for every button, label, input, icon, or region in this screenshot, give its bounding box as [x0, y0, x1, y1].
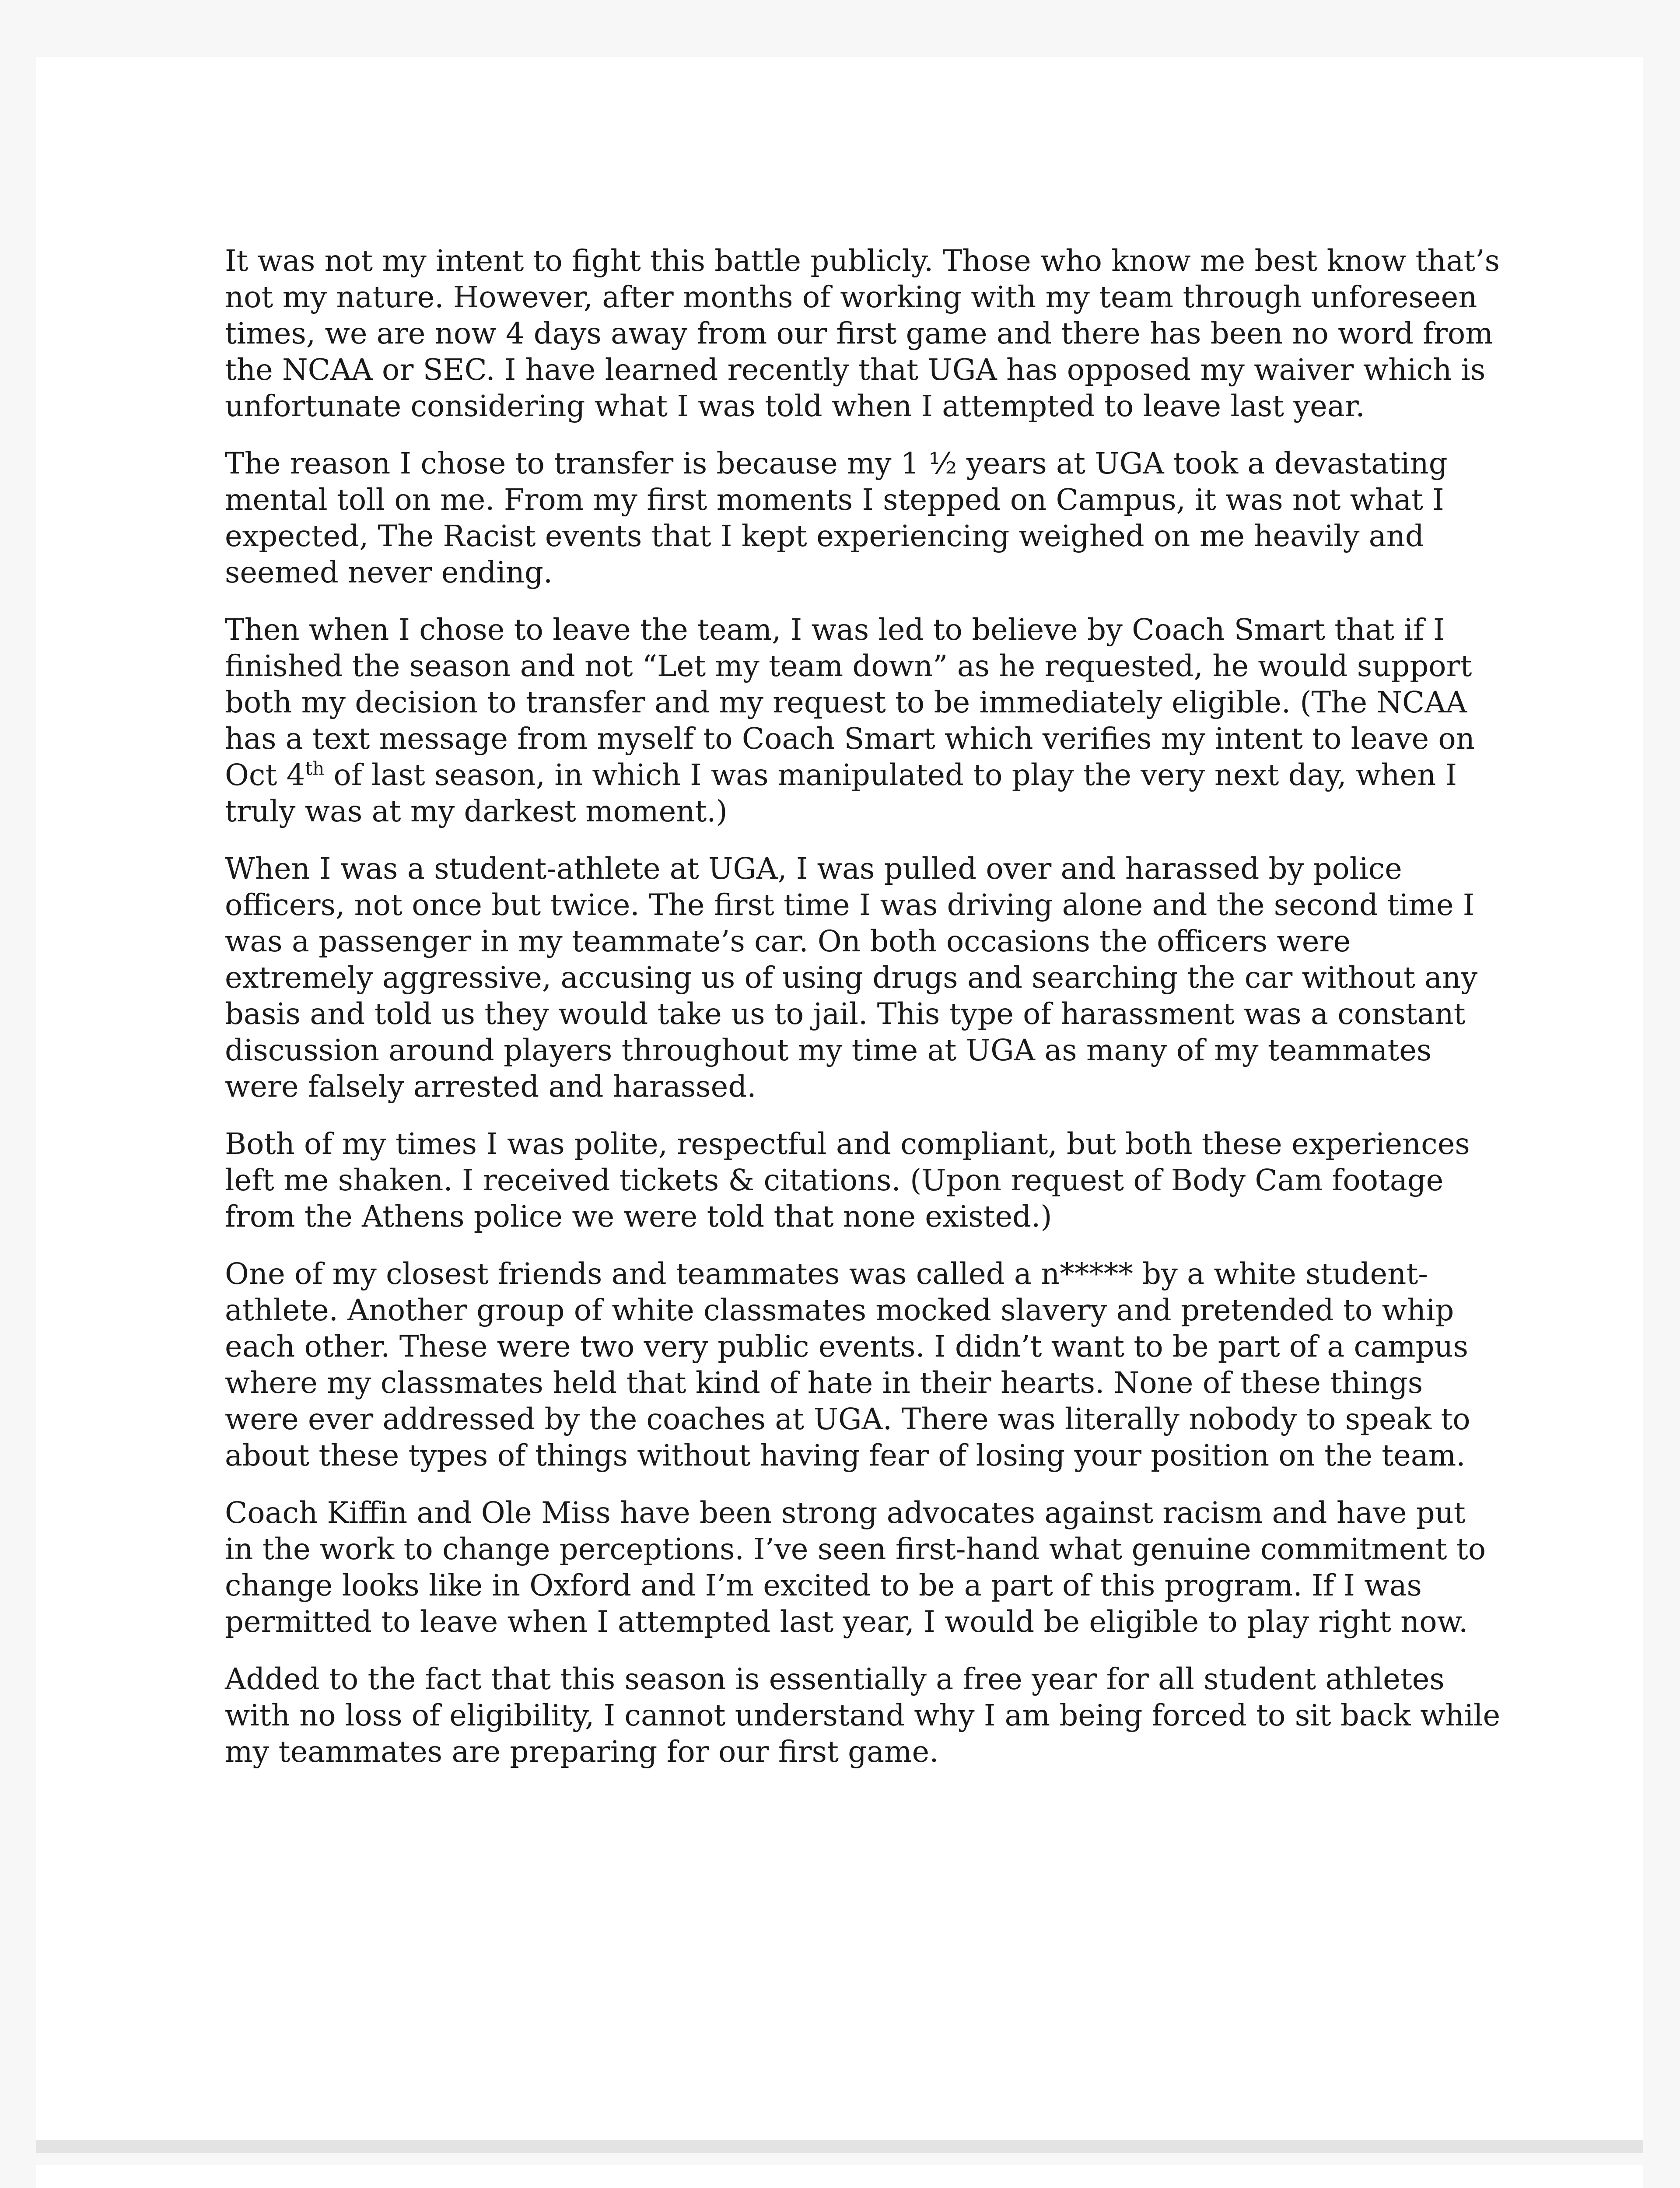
- paragraph-coach-smart-text-b: of last season, in which I was manipulated to play the very next day, when I truly was at my darkest moment.): [225, 758, 1457, 828]
- paragraph-transfer-reason: The reason I chose to transfer is because my 1 ½ years at UGA took a devastating mental toll on me. From my first moments I stepped on Campus, it was not what I expected, The Racist events that I kept experiencing weighed on me heavily and seemed never ending.: [225, 446, 1448, 589]
- paragraph-eligibility: Added to the fact that this season is essentially a free year for all student athletes with no loss of eligibility, I cannot understand why I am being forced to sit back while my teammates are preparing for our first game.: [225, 1662, 1501, 1769]
- page-separator: [36, 2140, 1643, 2153]
- paragraph-ole-miss: Coach Kiffin and Ole Miss have been strong advocates against racism and have put in the work to change perceptions. I’ve seen first-hand what genuine commitment to change looks like in Oxford and I’m excited to be a part of this program. If I was permitted to leave when I attempted last year, I would be eligible to play right now.: [225, 1496, 1486, 1639]
- paragraph-police: When I was a student-athlete at UGA, I was pulled over and harassed by police officers, not once but twice. The first time I was driving alone and the second time I was a passenger in my teammate’s car. On both occasions the officers were extremely aggressive, accusing us of using drugs and searching the car without any basis and told us they would take us to jail. This type of harassment was a constant discussion around players throughout my time at UGA as many of my teammates were falsely arrested and harassed.: [225, 852, 1478, 1104]
- paragraph-coach-smart: [225, 612, 1502, 830]
- paragraph-racist-events: One of my closest friends and teammates was called a n***** by a white student-athlete. Another group of white classmates mocked slavery and pretended to whip each other. These were two very public events. I didn’t want to be part of a campus where my classmates held that kind of hate in their hearts. None of these things were ever addressed by the coaches at UGA. There was literally nobody to speak to about these types of things without having fear of losing your position on the team.: [225, 1257, 1470, 1473]
- paragraph-coach-smart-text-a: Then when I chose to leave the team, I was led to believe by Coach Smart that if I finished the season and not “Let my team down” as he requested, he would support both my decision to transfer and my request to be immediately eligible. (The NCAA has a text message from myself to Coach Smart which verifies my intent to leave on Oct 4: [225, 613, 1475, 792]
- page-1-text: [225, 243, 1502, 1791]
- document-page-1: [36, 57, 1643, 2140]
- ordinal-suffix: th: [305, 757, 325, 779]
- paragraph-intent: It was not my intent to fight this battle publicly. Those who know me best know that’s not my nature. However, after months of working with my team through unforeseen times, we are now 4 days away from our first game and there has been no word from the NCAA or SEC. I have learned recently that UGA has opposed my waiver which is unfortunate considering what I was told when I attempted to leave last year.: [225, 244, 1500, 423]
- document-page-2: [36, 2165, 1643, 2188]
- paragraph-citations: Both of my times I was polite, respectful and compliant, but both these experiences left me shaken. I received tickets & citations. (Upon request of Body Cam footage from the Athens police we were told that none existed.): [225, 1127, 1470, 1234]
